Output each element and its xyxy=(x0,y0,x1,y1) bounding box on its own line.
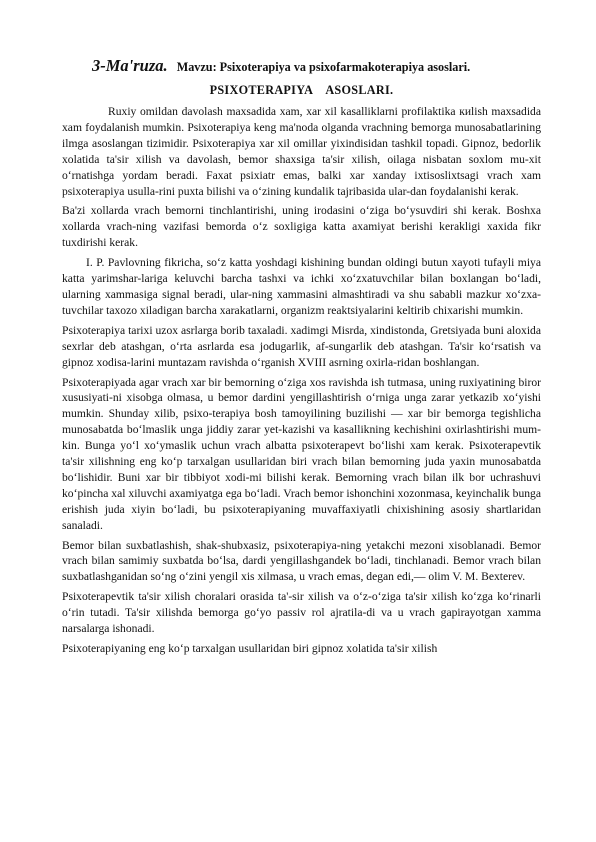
paragraph: Bemor bilan suxbatlashish, shak-shubxasiz, psixoterapiya-ning yetakchi mezoni xisoblanadi. Bemor vrach bilan samimiy suxbatda bo‘lsa, dardi yengillashgandek bo‘ladi, tinchlanadi. Bemor vrach bilan suxbatlashganidan so‘ng o‘zini yengil xis xilmasa, u vrach emas, degan edi,— olim V. M. Bexterev. xyxy=(62,538,541,584)
paragraph: I. P. Pavlovning fikricha, so‘z katta yoshdagi kishining bundan oldingi butun xayoti tufayli miya katta yarimshar-lariga keluvchi barcha tashxi va ichki xo‘zxatuvchilar bilan boxlangan bo‘ladi, ularning xammasiga signal beradi, ular-ning xammasini almashtiradi va shu sababli mazkur xo‘zxa-tuvchilar taxozo xiladigan barcha xarakatlarni, organizm reaktsiyalarini keltirib chixarishi mumkin. xyxy=(62,256,541,317)
lecture-topic: Mavzu: Psixoterapiya va psixofarmakoterapiya asoslari. xyxy=(176,60,471,74)
paragraph: Psixoterapiyada agar vrach xar bir bemorning o‘ziga xos ravishda ish tutmasa, uning ruxiyatining biror xususiyati-ni xisobga olmasa, u bemor dardini yengillashtirish o‘rniga unga zarar yetkazib xo‘yishi mumkin. Shunday xilib, psixo-terapiya bosh tamoyilining buzilishi — xar bir bemorga tegishlicha munosabatda bo‘lmaslik unga jiddiy zarar yet-kazishi va kasallikning kechishini oxirlashtirishi mum-kin. Bunga yo‘l xo‘ymaslik uchun vrach albatta psixoterapevt bo‘lishi xam kerak. Psixoterapevtik ta'sir xilishning eng ko‘p tarxalgan usullaridan biri vrach bilan bemorning juda yaxin munosabatda bo‘lishidir. Buni xar bir tibbiyot xodi-mi bilishi kerak. Bemorning vrach bilan ilk bor uchrashuvi ko‘pincha xal xiluvchi axamiyatga ega bo‘ladi. Vrach bemor ishonchini xozonmasa, keyinchalik bunga erishish juda xiyin bo‘ladi, bu psixoterapiyaning muvaffaxiyatli chixishining asosiy shartlaridan sanaladi. xyxy=(62,375,541,532)
lecture-title xyxy=(92,58,541,75)
paragraph: Ruxiy omildan davolash maxsadida xam, xar xil kasalliklarni profilaktika киlish maxsadida xam foydalanish mumkin. Psixoterapiya keng ma'noda olganda vrachning bemorga munosabatlarining ilmga asoslangan tizimidir. Psixoterapiya xar xil omillar yixindisidan tashkil topadi. Gipnoz, bedorlik xolatida ta'sir xilish va davolash, bemor shaxsiga ta'sir xilish, oilaga nisbatan soxlom mu-xit o‘rnatishga yordam beradi. Faxat psixiatr emas, balki xar xanday ixtisoslixtsagi vrach xam psixoterapiya usulla-rini puxta bilishi va o‘zining kundalik tajribasida ular-dan foydalanishi kerak. xyxy=(62,105,541,198)
document-page xyxy=(62,58,541,661)
paragraph: Ba'zi xollarda vrach bemorni tinchlantirishi, uning irodasini o‘ziga bo‘ysuvdiri shi kerak. Boshxa xollarda vrach-ning vazifasi bemorda o‘z soxligiga katta axamiyat berishi kerakligi xaxida fikr tuxdirishi kerak. xyxy=(62,204,541,250)
paragraph: Psixoterapiyaning eng ko‘p tarxalgan usullaridan biri gipnoz xolatida ta'sir xilish xyxy=(62,642,438,655)
section-heading: PSIXOTERAPIYA ASOSLARI. xyxy=(209,83,394,97)
lecture-number: 3-Ma'ruza. xyxy=(92,56,168,75)
paragraph: Psixoterapevtik ta'sir xilish choralari orasida ta'-sir xilish va o‘z-o‘ziga ta'sir xilish ko‘zga ko‘rinarli o‘rin tutadi. Ta'sir xilishda bemorga go‘yo passiv rol ajratila-di va u vrach gapirayotgan xamma narsalarga ishonadi. xyxy=(62,590,541,636)
paragraph: Psixoterapiya tarixi uzox asrlarga borib taxaladi. xadimgi Misrda, xindistonda, Gretsiyada buni aloxida sexrlar deb atashgan, o‘rta asrlarda esa jodugarlik, af-sungarlik deb atashgan. Ta'sir ko‘rsatish va gipnoz xodisa-larini muntazam ravishda o‘rganish XVIII asrning oxirla-ridan boshlangan. xyxy=(62,323,541,369)
